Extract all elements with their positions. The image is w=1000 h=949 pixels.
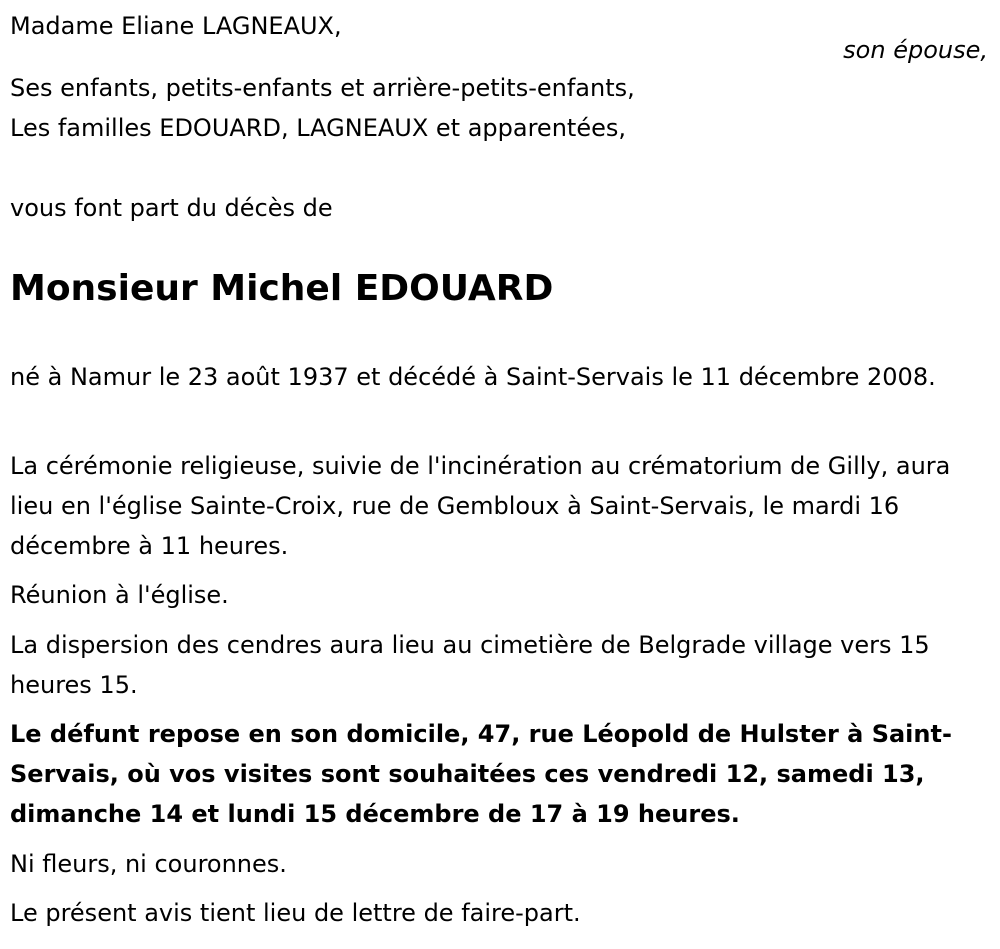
deceased-name: Monsieur Michel EDOUARD <box>10 268 554 309</box>
children-line: Ses enfants, petits-enfants et arrière-petits-enfants, <box>10 74 635 102</box>
dispersion-paragraph: La dispersion des cendres aura lieu au cimetière de Belgrade village vers 15 heures 15. <box>10 631 930 699</box>
birth-death-paragraph: né à Namur le 23 août 1937 et décédé à Saint-Servais le 11 décembre 2008. <box>10 363 936 391</box>
no-flowers-paragraph: Ni fleurs, ni couronnes. <box>10 850 287 878</box>
visits-paragraph: Le défunt repose en son domicile, 47, rue Léopold de Hulster à Saint-Servais, où vos visites sont souhaitées ces vendredi 12, samedi 13, dimanche 14 et lundi 15 décembre de 17 à 19 heures. <box>10 720 952 828</box>
announcement-intro: vous font part du décès de <box>10 194 333 222</box>
spouse-role: son épouse, <box>843 36 988 64</box>
meeting-paragraph: Réunion à l'église. <box>10 581 229 609</box>
notice-paragraph: Le présent avis tient lieu de lettre de faire-part. <box>10 899 581 927</box>
spouse-name: Madame Eliane LAGNEAUX, <box>10 12 342 40</box>
families-line: Les familles EDOUARD, LAGNEAUX et apparentées, <box>10 114 626 142</box>
ceremony-paragraph: La cérémonie religieuse, suivie de l'incinération au crématorium de Gilly, aura lieu en l'église Sainte-Croix, rue de Gembloux à Saint-Servais, le mardi 16 décembre à 11 heures. <box>10 452 951 560</box>
